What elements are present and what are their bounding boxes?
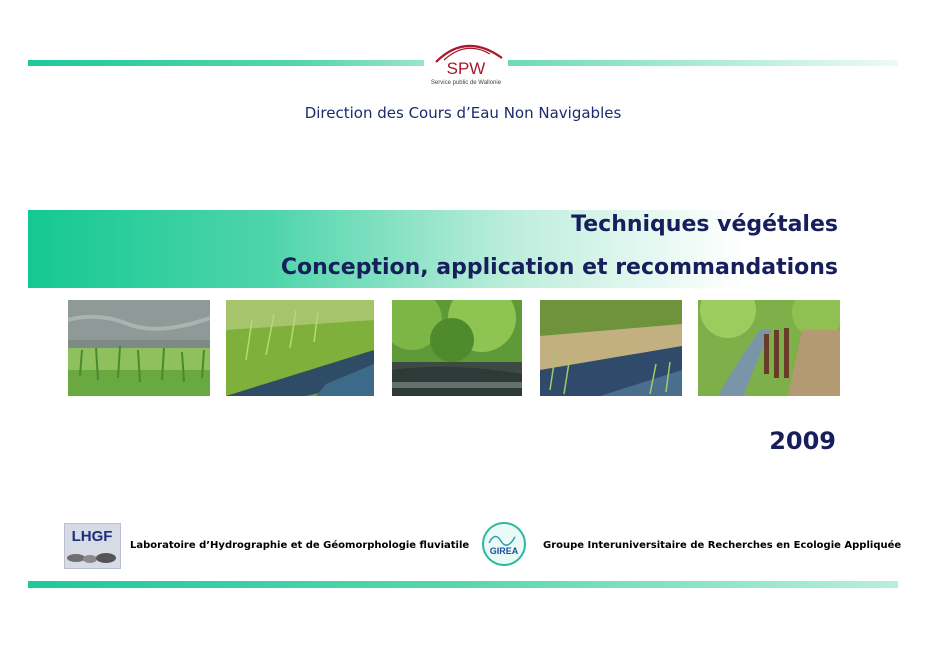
girea-logo-text: GIREA <box>489 546 519 556</box>
publication-year: 2009 <box>769 427 836 455</box>
spw-acronym: SPW <box>446 59 486 78</box>
spw-logo <box>420 36 512 86</box>
photo-stream-path <box>698 300 840 396</box>
lhgf-logo <box>64 523 121 569</box>
top-left-bar <box>28 60 424 66</box>
lhgf-name: Laboratoire d’Hydrographie et de Géomorphologie fluviatile <box>130 540 470 551</box>
main-title: Techniques végétales <box>571 212 838 237</box>
photo-willow-planting <box>68 300 210 396</box>
subtitle: Conception, application et recommandations <box>280 255 838 280</box>
photo-reeds-stream <box>540 300 682 396</box>
spw-caption: Service public de Wallonie <box>430 80 502 86</box>
bottom-bar <box>28 581 898 588</box>
direction-title: Direction des Cours d’Eau Non Navigables <box>304 104 622 122</box>
photo-stream-trees <box>392 300 522 396</box>
girea-name: Groupe Interuniversitaire de Recherches en Ecologie Appliquée <box>543 540 902 551</box>
girea-logo <box>481 521 527 567</box>
top-right-bar <box>508 60 898 66</box>
lhgf-logo-text: LHGF <box>71 528 113 545</box>
photo-vegetated-bank <box>226 300 374 396</box>
